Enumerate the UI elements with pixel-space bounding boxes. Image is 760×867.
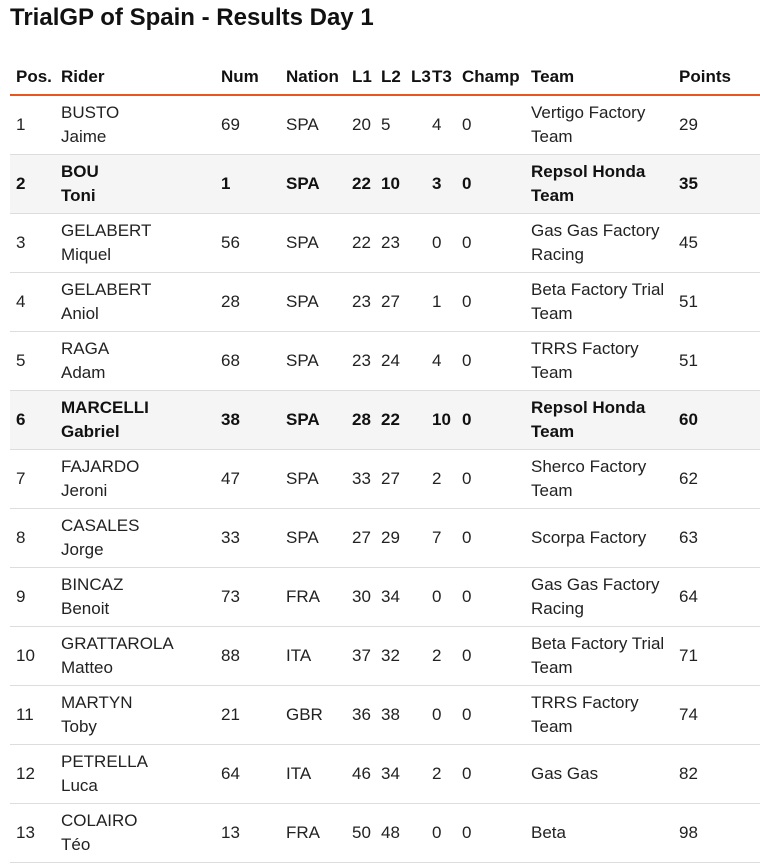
cell-num: 1	[215, 155, 280, 214]
cell-num: 69	[215, 95, 280, 155]
rider-firstname: Adam	[61, 363, 106, 382]
cell-team	[525, 627, 673, 686]
cell-rider	[55, 745, 215, 804]
cell-l1: 28	[346, 391, 375, 450]
cell-t3: 0	[426, 214, 456, 273]
team-line-2: Racing	[531, 599, 584, 618]
cell-l3	[405, 273, 426, 332]
cell-l3	[405, 391, 426, 450]
cell-t3: 1	[426, 273, 456, 332]
cell-nation: FRA	[280, 568, 346, 627]
cell-l1: 30	[346, 568, 375, 627]
team-line-2: Team	[531, 186, 575, 205]
cell-t3: 2	[426, 745, 456, 804]
cell-num: 68	[215, 332, 280, 391]
team-line-1: Beta Factory Trial	[531, 634, 665, 653]
cell-champ: 0	[456, 804, 525, 863]
cell-l1: 50	[346, 804, 375, 863]
cell-champ: 0	[456, 509, 525, 568]
rider-firstname: Aniol	[61, 304, 99, 323]
table-row	[10, 745, 760, 804]
cell-l2: 29	[375, 509, 405, 568]
rider-firstname: Gabriel	[61, 422, 120, 441]
col-header-nation[interactable]: Nation	[280, 59, 346, 95]
rider-surname: GELABERT	[61, 280, 152, 299]
cell-num: 47	[215, 450, 280, 509]
table-row	[10, 332, 760, 391]
cell-l3	[405, 332, 426, 391]
cell-t3: 4	[426, 332, 456, 391]
cell-champ: 0	[456, 214, 525, 273]
cell-rider	[55, 568, 215, 627]
cell-pos: 2	[10, 155, 55, 214]
rider-surname: GRATTAROLA	[61, 634, 174, 653]
cell-rider	[55, 627, 215, 686]
rider-surname: MARCELLI	[61, 398, 149, 417]
rider-surname: COLAIRO	[61, 811, 138, 830]
rider-firstname: Toby	[61, 717, 97, 736]
col-header-champ[interactable]: Champ	[456, 59, 525, 95]
col-header-l1[interactable]: L1	[346, 59, 375, 95]
cell-l2: 10	[375, 155, 405, 214]
cell-l2: 23	[375, 214, 405, 273]
cell-num: 21	[215, 686, 280, 745]
cell-rider	[55, 332, 215, 391]
cell-nation: SPA	[280, 214, 346, 273]
cell-l1: 22	[346, 155, 375, 214]
cell-team	[525, 686, 673, 745]
cell-l2: 34	[375, 745, 405, 804]
cell-nation: SPA	[280, 450, 346, 509]
cell-rider	[55, 95, 215, 155]
table-row	[10, 155, 760, 214]
cell-l2: 32	[375, 627, 405, 686]
cell-nation: ITA	[280, 627, 346, 686]
cell-rider	[55, 450, 215, 509]
cell-l2: 22	[375, 391, 405, 450]
table-row	[10, 273, 760, 332]
cell-nation: SPA	[280, 391, 346, 450]
cell-t3: 2	[426, 627, 456, 686]
team-line-1: Gas Gas Factory	[531, 221, 660, 240]
cell-pos: 4	[10, 273, 55, 332]
cell-nation: SPA	[280, 273, 346, 332]
rider-surname: BUSTO	[61, 103, 120, 122]
cell-points: 71	[673, 627, 760, 686]
cell-l1: 36	[346, 686, 375, 745]
cell-nation: SPA	[280, 332, 346, 391]
col-header-points[interactable]: Points	[673, 59, 760, 95]
cell-nation: SPA	[280, 95, 346, 155]
col-header-pos[interactable]: Pos.	[10, 59, 55, 95]
cell-l2: 34	[375, 568, 405, 627]
team-line-2: Team	[531, 127, 573, 146]
cell-pos: 9	[10, 568, 55, 627]
cell-nation: ITA	[280, 745, 346, 804]
results-table	[10, 59, 760, 863]
cell-rider	[55, 509, 215, 568]
team-line-2: Team	[531, 422, 575, 441]
team-line-2: Team	[531, 481, 573, 500]
cell-t3: 2	[426, 450, 456, 509]
cell-l1: 20	[346, 95, 375, 155]
cell-l1: 37	[346, 627, 375, 686]
team-line-1: Gas Gas Factory	[531, 575, 660, 594]
cell-team	[525, 745, 673, 804]
cell-num: 38	[215, 391, 280, 450]
cell-l1: 27	[346, 509, 375, 568]
cell-l3	[405, 155, 426, 214]
cell-pos: 13	[10, 804, 55, 863]
cell-l3	[405, 509, 426, 568]
cell-num: 33	[215, 509, 280, 568]
cell-num: 56	[215, 214, 280, 273]
cell-pos: 5	[10, 332, 55, 391]
cell-pos: 7	[10, 450, 55, 509]
cell-team	[525, 332, 673, 391]
cell-champ: 0	[456, 568, 525, 627]
cell-l2: 27	[375, 273, 405, 332]
cell-t3: 4	[426, 95, 456, 155]
rider-firstname: Jeroni	[61, 481, 108, 500]
cell-points: 51	[673, 273, 760, 332]
rider-firstname: Benoit	[61, 599, 110, 618]
cell-points: 82	[673, 745, 760, 804]
cell-team	[525, 568, 673, 627]
cell-num: 88	[215, 627, 280, 686]
team-line-1: Gas Gas	[531, 764, 599, 783]
team-line-1: Repsol Honda	[531, 398, 646, 417]
cell-pos: 1	[10, 95, 55, 155]
col-header-l3[interactable]: L3	[405, 59, 426, 95]
cell-l2: 48	[375, 804, 405, 863]
rider-firstname: Jaime	[61, 127, 107, 146]
cell-champ: 0	[456, 155, 525, 214]
col-header-rider[interactable]: Rider	[55, 59, 215, 95]
cell-l3	[405, 686, 426, 745]
cell-champ: 0	[456, 332, 525, 391]
cell-l2: 27	[375, 450, 405, 509]
rider-surname: BINCAZ	[61, 575, 124, 594]
table-row	[10, 509, 760, 568]
table-row	[10, 450, 760, 509]
rider-surname: GELABERT	[61, 221, 152, 240]
cell-champ: 0	[456, 686, 525, 745]
cell-l3	[405, 745, 426, 804]
rider-surname: BOU	[61, 162, 99, 181]
cell-nation: SPA	[280, 155, 346, 214]
cell-team	[525, 214, 673, 273]
cell-rider	[55, 686, 215, 745]
cell-l3	[405, 568, 426, 627]
cell-num: 13	[215, 804, 280, 863]
cell-points: 60	[673, 391, 760, 450]
cell-rider	[55, 804, 215, 863]
cell-l1: 33	[346, 450, 375, 509]
cell-nation: SPA	[280, 509, 346, 568]
table-row	[10, 391, 760, 450]
cell-pos: 11	[10, 686, 55, 745]
cell-points: 74	[673, 686, 760, 745]
cell-points: 62	[673, 450, 760, 509]
cell-num: 64	[215, 745, 280, 804]
rider-firstname: Matteo	[61, 658, 113, 677]
team-line-2: Team	[531, 717, 573, 736]
team-line-2: Racing	[531, 245, 584, 264]
team-line-1: Repsol Honda	[531, 162, 646, 181]
cell-l2: 38	[375, 686, 405, 745]
cell-team	[525, 391, 673, 450]
cell-points: 64	[673, 568, 760, 627]
col-header-num[interactable]: Num	[215, 59, 280, 95]
table-header-row	[10, 59, 760, 95]
cell-l1: 23	[346, 332, 375, 391]
cell-num: 73	[215, 568, 280, 627]
cell-team	[525, 450, 673, 509]
cell-num: 28	[215, 273, 280, 332]
cell-points: 63	[673, 509, 760, 568]
cell-l3	[405, 627, 426, 686]
cell-t3: 0	[426, 686, 456, 745]
cell-rider	[55, 391, 215, 450]
cell-l1: 23	[346, 273, 375, 332]
cell-team	[525, 95, 673, 155]
team-line-2: Team	[531, 658, 573, 677]
cell-team	[525, 509, 673, 568]
cell-t3: 10	[426, 391, 456, 450]
rider-surname: PETRELLA	[61, 752, 148, 771]
rider-firstname: Miquel	[61, 245, 112, 264]
table-row	[10, 627, 760, 686]
cell-pos: 6	[10, 391, 55, 450]
cell-rider	[55, 273, 215, 332]
table-row	[10, 686, 760, 745]
cell-points: 51	[673, 332, 760, 391]
cell-l3	[405, 95, 426, 155]
cell-champ: 0	[456, 273, 525, 332]
cell-champ: 0	[456, 627, 525, 686]
rider-firstname: Téo	[61, 835, 91, 854]
team-line-1: Beta Factory Trial	[531, 280, 665, 299]
cell-l1: 22	[346, 214, 375, 273]
team-line-1: Vertigo Factory	[531, 103, 646, 122]
cell-l3	[405, 804, 426, 863]
team-line-2: Team	[531, 304, 573, 323]
cell-points: 45	[673, 214, 760, 273]
cell-pos: 8	[10, 509, 55, 568]
cell-l1: 46	[346, 745, 375, 804]
team-line-1: Beta	[531, 823, 566, 842]
cell-team	[525, 155, 673, 214]
rider-firstname: Luca	[61, 776, 98, 795]
cell-champ: 0	[456, 391, 525, 450]
rider-firstname: Toni	[61, 186, 96, 205]
rider-firstname: Jorge	[61, 540, 104, 559]
cell-t3: 3	[426, 155, 456, 214]
cell-l3	[405, 450, 426, 509]
cell-pos: 3	[10, 214, 55, 273]
col-header-t3[interactable]: T3	[426, 59, 456, 95]
rider-surname: FAJARDO	[61, 457, 140, 476]
cell-nation: FRA	[280, 804, 346, 863]
cell-points: 98	[673, 804, 760, 863]
cell-points: 35	[673, 155, 760, 214]
cell-points: 29	[673, 95, 760, 155]
table-row	[10, 95, 760, 155]
table-row	[10, 804, 760, 863]
cell-champ: 0	[456, 745, 525, 804]
cell-champ: 0	[456, 450, 525, 509]
cell-pos: 10	[10, 627, 55, 686]
team-line-2: Team	[531, 363, 573, 382]
cell-l2: 24	[375, 332, 405, 391]
cell-rider	[55, 214, 215, 273]
cell-nation: GBR	[280, 686, 346, 745]
cell-team	[525, 804, 673, 863]
rider-surname: MARTYN	[61, 693, 133, 712]
team-line-1: TRRS Factory	[531, 339, 639, 358]
team-line-1: Scorpa Factory	[531, 528, 647, 547]
cell-team	[525, 273, 673, 332]
cell-champ: 0	[456, 95, 525, 155]
cell-t3: 0	[426, 804, 456, 863]
col-header-l2[interactable]: L2	[375, 59, 405, 95]
cell-l3	[405, 214, 426, 273]
page-title: TrialGP of Spain - Results Day 1	[10, 4, 374, 31]
cell-pos: 12	[10, 745, 55, 804]
col-header-team[interactable]: Team	[525, 59, 673, 95]
rider-surname: RAGA	[61, 339, 110, 358]
cell-l2: 5	[375, 95, 405, 155]
rider-surname: CASALES	[61, 516, 140, 535]
team-line-1: Sherco Factory	[531, 457, 647, 476]
results-body	[10, 95, 760, 863]
cell-t3: 0	[426, 568, 456, 627]
table-row	[10, 568, 760, 627]
cell-rider	[55, 155, 215, 214]
table-row	[10, 214, 760, 273]
cell-t3: 7	[426, 509, 456, 568]
team-line-1: TRRS Factory	[531, 693, 639, 712]
